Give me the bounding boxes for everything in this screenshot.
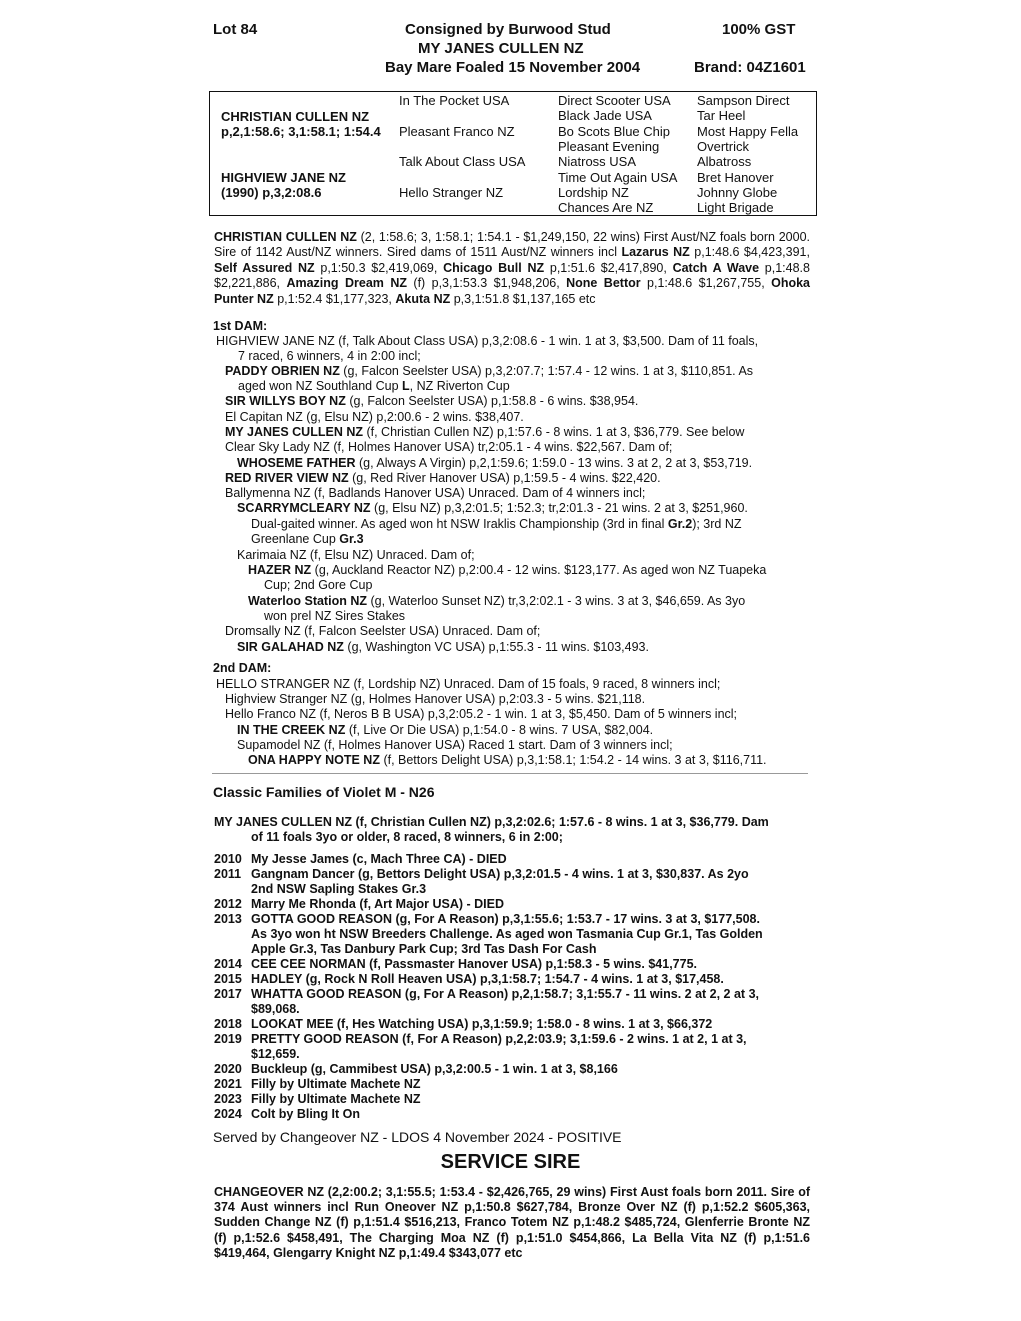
pedigree-gen3: Niatross USA: [558, 154, 637, 169]
dam-line: IN THE CREEK NZ (f, Live Or Die USA) p,1:54.0 - 8 wins. 7 USA, $82,004.: [237, 723, 654, 737]
progeny-line: Marry Me Rhonda (f, Art Major USA) - DIED: [251, 897, 505, 911]
pedigree-gen4: Overtrick: [697, 139, 749, 154]
progeny-year: 2017: [214, 987, 242, 1001]
divider: [212, 773, 808, 774]
gst-label: 100% GST: [722, 21, 796, 38]
dam-line: SIR GALAHAD NZ (g, Washington VC USA) p,1:55.3 - 11 wins. $103,493.: [237, 640, 649, 654]
pedigree-gen3: Chances Are NZ: [558, 200, 654, 215]
pedigree-gen3: Bo Scots Blue Chip: [558, 124, 671, 139]
progeny-line: Apple Gr.3, Tas Danbury Park Cup; 3rd Tas Dash For Cash: [251, 942, 597, 956]
classic-intro: MY JANES CULLEN NZ (f, Christian Cullen NZ) p,3,2:02.6; 1:57.6 - 8 wins. 1 at 3, $36,779. Dam: [214, 815, 769, 829]
dam-line: PADDY OBRIEN NZ (g, Falcon Seelster USA) p,3,2:07.7; 1:57.4 - 12 wins. 1 at 3, $110,851. As: [225, 364, 754, 378]
service-sire-text: CHANGEOVER NZ (2,2:00.2; 3,1:55.5; 1:53.4 - $2,426,765, 29 wins) First Aust foals born 2011. Sire of 374 Aust winners incl Run Oneover NZ p,1:50.8 $627,784, Bronze Over NZ (f) p,1:52.2 $605,363, Sudden Change NZ (f) p,1:51.4 $516,213, Franco Totem NZ p,1:48.2 $485,724, Glenferrie Bronte NZ (f) p,1:52.6 $458,491, The Charging Moa NZ (f) p,1:51.0 $454,866, La Bella Vita NZ (f) p,1:51.6 $419,464, Glengarry Knight NZ p,1:49.4 $343,077 etc: [214, 1185, 810, 1260]
pedigree-gen3: Pleasant Evening: [558, 139, 660, 154]
progeny-line: GOTTA GOOD REASON (g, For A Reason) p,3,1:55.6; 1:53.7 - 17 wins. 3 at 3, $177,508.: [251, 912, 760, 926]
progeny-line: $12,659.: [251, 1047, 300, 1061]
dam-line: Ballymenna NZ (f, Badlands Hanover USA) Unraced. Dam of 4 winners incl;: [225, 486, 646, 500]
pedigree-gen2: Hello Stranger NZ: [399, 185, 504, 200]
dam-line: HIGHVIEW JANE NZ (f, Talk About Class USA) p,3,2:08.6 - 1 win. 1 at 3, $3,500. Dam of 11 foals,: [216, 334, 759, 348]
pedigree-gen4: Johnny Globe: [697, 185, 778, 200]
dam-line: won prel NZ Sires Stakes: [264, 609, 406, 623]
progeny-line: CEE CEE NORMAN (f, Passmaster Hanover USA) p,1:58.3 - 5 wins. $41,775.: [251, 957, 697, 971]
progeny-year: 2020: [214, 1062, 242, 1076]
service-sire-heading: SERVICE SIRE: [440, 1151, 581, 1173]
progeny-year: 2011: [214, 867, 242, 881]
dam-line: HELLO STRANGER NZ (f, Lordship NZ) Unraced. Dam of 15 foals, 9 raced, 8 winners incl;: [216, 677, 721, 691]
dam-line: Dromsally NZ (f, Falcon Seelster USA) Unraced. Dam of;: [225, 624, 541, 638]
pedigree-sire-record: p,2,1:58.6; 3,1:58.1; 1:54.4: [221, 124, 381, 139]
dam-line: Dual-gaited winner. As aged won ht NSW Iraklis Championship (3rd in final Gr.2); 3rd NZ: [251, 517, 742, 531]
pedigree-gen4: Bret Hanover: [697, 170, 774, 185]
served-line: Served by Changeover NZ - LDOS 4 November 2024 - POSITIVE: [213, 1129, 622, 1145]
dam-line: Clear Sky Lady NZ (f, Holmes Hanover USA) tr,2:05.1 - 4 wins. $22,567. Dam of;: [225, 440, 673, 454]
pedigree-gen2: Pleasant Franco NZ: [399, 124, 515, 139]
progeny-year: 2012: [214, 897, 242, 911]
pedigree-gen3: Direct Scooter USA: [558, 93, 671, 108]
pedigree-gen4: Most Happy Fella: [697, 124, 799, 139]
dam-line: El Capitan NZ (g, Elsu NZ) p,2:00.6 - 2 wins. $38,407.: [225, 410, 524, 424]
pedigree-gen3: Time Out Again USA: [558, 170, 678, 185]
dam-line: MY JANES CULLEN NZ (f, Christian Cullen NZ) p,1:57.6 - 8 wins. 1 at 3, $36,779. See below: [225, 425, 745, 439]
progeny-year: 2018: [214, 1017, 242, 1031]
progeny-line: Colt by Bling It On: [251, 1107, 361, 1121]
first-dam-heading: 1st DAM:: [213, 319, 268, 333]
pedigree-dam-record: (1990) p,3,2:08.6: [221, 185, 322, 200]
progeny-line: LOOKAT MEE (f, Hes Watching USA) p,3,1:59.9; 1:58.0 - 8 wins. 1 at 3, $66,372: [251, 1017, 713, 1031]
dam-line: Cup; 2nd Gore Cup: [264, 578, 373, 592]
progeny-line: Buckleup (g, Cammibest USA) p,3,2:00.5 - 1 win. 1 at 3, $8,166: [251, 1062, 618, 1076]
pedigree-gen4: Albatross: [697, 154, 752, 169]
progeny-year: 2023: [214, 1092, 242, 1106]
dam-line: Supamodel NZ (f, Holmes Hanover USA) Raced 1 start. Dam of 3 winners incl;: [237, 738, 673, 752]
dam-line: Waterloo Station NZ (g, Waterloo Sunset NZ) tr,3,2:02.1 - 3 wins. 3 at 3, $46,659. As 3yo: [248, 594, 746, 608]
dam-line: SIR WILLYS BOY NZ (g, Falcon Seelster USA) p,1:58.8 - 6 wins. $38,954.: [225, 394, 639, 408]
dam-line: RED RIVER VIEW NZ (g, Red River Hanover USA) p,1:59.5 - 4 wins. $22,420.: [225, 471, 661, 485]
pedigree-dam: HIGHVIEW JANE NZ: [221, 170, 346, 185]
dam-line: Greenlane Cup Gr.3: [251, 532, 364, 546]
pedigree-gen3: Lordship NZ: [558, 185, 629, 200]
classic-intro-cont: of 11 foals 3yo or older, 8 raced, 8 winners, 6 in 2:00;: [251, 830, 563, 844]
progeny-line: HADLEY (g, Rock N Roll Heaven USA) p,3,1:58.7; 1:54.7 - 4 wins. 1 at 3, $17,458.: [251, 972, 724, 986]
progeny-year: 2021: [214, 1077, 242, 1091]
pedigree-gen4: Light Brigade: [697, 200, 774, 215]
progeny-year: 2024: [214, 1107, 242, 1121]
second-dam-heading: 2nd DAM:: [213, 661, 272, 675]
dam-line: HAZER NZ (g, Auckland Reactor NZ) p,2:00.4 - 12 wins. $123,177. As aged won NZ Tuapeka: [248, 563, 767, 577]
progeny-line: My Jesse James (c, Mach Three CA) - DIED: [251, 852, 507, 866]
sire-paragraph: CHRISTIAN CULLEN NZ (2, 1:58.6; 3, 1:58.1; 1:54.1 - $1,249,150, 22 wins) First Aust/NZ foals born 2000. Sire of 1142 Aust/NZ winners. Sired dams of 1511 Aust/NZ winners incl Lazarus NZ p,1:48.6 $4,423,391, Self Assured NZ p,1:50.3 $2,419,069, Chicago Bull NZ p,1:51.6 $2,417,890, Catch A Wave p,1:48.8 $2,221,886, Amazing Dream NZ (f) p,3,1:53.3 $1,948,206, None Bettor p,1:48.6 $1,267,755, Ohoka Punter NZ p,1:52.4 $1,177,323, Akuta NZ p,3,1:51.8 $1,137,165 etc: [214, 230, 811, 306]
consignor: Consigned by Burwood Stud: [405, 21, 611, 38]
progeny-line: Gangnam Dancer (g, Bettors Delight USA) p,3,2:01.5 - 4 wins. 1 at 3, $30,837. As 2yo: [251, 867, 749, 881]
dam-line: 7 raced, 6 winners, 4 in 2:00 incl;: [238, 349, 421, 363]
pedigree-gen3: Black Jade USA: [558, 108, 652, 123]
progeny-year: 2013: [214, 912, 242, 926]
progeny-line: 2nd NSW Sapling Stakes Gr.3: [251, 882, 427, 896]
progeny-line: $89,068.: [251, 1002, 300, 1016]
dam-line: Karimaia NZ (f, Elsu NZ) Unraced. Dam of;: [237, 548, 475, 562]
progeny-line: WHATTA GOOD REASON (g, For A Reason) p,2,1:58.7; 3,1:55.7 - 11 wins. 2 at 2, 2 at 3,: [251, 987, 759, 1001]
pedigree-gen2: Talk About Class USA: [399, 154, 526, 169]
foaled-info: Bay Mare Foaled 15 November 2004: [385, 59, 641, 76]
progeny-year: 2019: [214, 1032, 242, 1046]
progeny-line: Filly by Ultimate Machete NZ: [251, 1077, 421, 1091]
horse-name: MY JANES CULLEN NZ: [418, 40, 584, 57]
dam-line: ONA HAPPY NOTE NZ (f, Bettors Delight USA) p,3,1:58.1; 1:54.2 - 14 wins. 3 at 3, $116,711.: [248, 753, 767, 767]
dam-line: aged won NZ Southland Cup L, NZ Riverton Cup: [238, 379, 510, 393]
classic-families-heading: Classic Families of Violet M - N26: [213, 784, 435, 800]
progeny-year: 2010: [214, 852, 242, 866]
dam-line: Highview Stranger NZ (g, Holmes Hanover USA) p,2:03.3 - 5 wins. $21,118.: [225, 692, 646, 706]
progeny-line: As 3yo won ht NSW Breeders Challenge. As aged won Tasmania Cup Gr.1, Tas Golden: [251, 927, 763, 941]
pedigree-sire: CHRISTIAN CULLEN NZ: [221, 109, 370, 124]
pedigree-gen2: In The Pocket USA: [399, 93, 510, 108]
lot-number: Lot 84: [213, 21, 258, 38]
brand: Brand: 04Z1601: [694, 59, 806, 76]
dam-line: SCARRYMCLEARY NZ (g, Elsu NZ) p,3,2:01.5; 1:52.3; tr,2:01.3 - 21 wins. 2 at 3, $251,960.: [237, 501, 748, 515]
progeny-line: PRETTY GOOD REASON (f, For A Reason) p,2,2:03.9; 3,1:59.6 - 2 wins. 1 at 2, 1 at 3,: [251, 1032, 747, 1046]
pedigree-gen4: Sampson Direct: [697, 93, 790, 108]
progeny-year: 2015: [214, 972, 242, 986]
dam-line: Hello Franco NZ (f, Neros B B USA) p,3,2:05.2 - 1 win. 1 at 3, $5,450. Dam of 5 winners incl;: [225, 707, 738, 721]
progeny-year: 2014: [214, 957, 242, 971]
dam-line: WHOSEME FATHER (g, Always A Virgin) p,2,1:59.6; 1:59.0 - 13 wins. 3 at 2, 2 at 3, $53,719.: [237, 456, 753, 470]
progeny-line: Filly by Ultimate Machete NZ: [251, 1092, 421, 1106]
pedigree-gen4: Tar Heel: [697, 108, 746, 123]
